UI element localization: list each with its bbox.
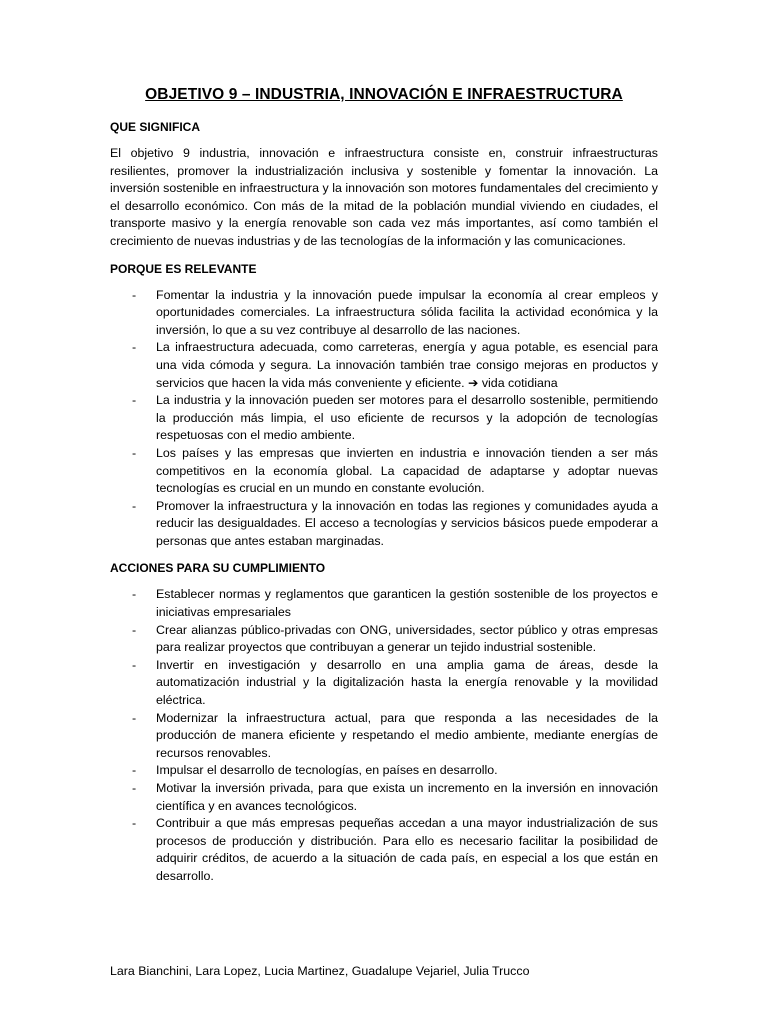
list-item (110, 586, 658, 621)
bullet-dash: - (132, 393, 137, 408)
list-item-text: Motivar la inversión privada, para que exista un incremento en la inversión en innovación científica y en avances tecnológicos. (156, 781, 658, 813)
bullet-dash: - (132, 657, 137, 672)
list-item-text: Los países y las empresas que invierten en industria e innovación tienden a ser más competitivos en la economía global. La capacidad de adaptarse y adoptar nuevas tecnologías es crucial en un mundo en constante evolución. (156, 445, 658, 496)
list-item-text: La infraestructura adecuada, como carreteras, energía y agua potable, es esencial para una vida cómoda y segura. La innovación también trae consigo mejoras en productos y servicios que hacen la vida más conveniente y eficiente. (156, 340, 658, 390)
list-item (110, 445, 658, 498)
bullet-dash: - (132, 816, 137, 831)
list-item-text: Crear alianzas público-privadas con ONG, universidades, sector público y otras empresas para realizar proyectos que contribuyan a generar un tejido industrial sostenible. (156, 622, 658, 655)
document-footer-authors: Lara Bianchini, Lara Lopez, Lucia Martinez, Guadalupe Vejariel, Julia Trucco (110, 964, 530, 978)
bullet-dash: - (132, 287, 137, 302)
list-item-text: Fomentar la industria y la innovación puede impulsar la economía al crear empleos y oportunidades comerciales. La infraestructura sólida facilita la actividad económica y la inversión, lo que a su vez contribuye al desarrollo de las naciones. (156, 287, 658, 337)
bullet-dash: - (132, 781, 137, 795)
section-heading-relevance: PORQUE ES RELEVANTE (110, 261, 257, 276)
list-item (110, 657, 658, 710)
bullet-dash: - (132, 498, 137, 513)
list-item (110, 710, 658, 763)
list-item-text: La industria y la innovación pueden ser motores para el desarrollo sostenible, permitiendo la producción más limpia, el uso eficiente de recursos y la adopción de tecnologías respetuosas con el medio ambiente. (156, 393, 658, 443)
list-item (110, 622, 658, 657)
list-item (110, 780, 658, 815)
bullet-dash: - (132, 622, 137, 637)
list-item-text: Contribuir a que más empresas pequeñas accedan a una mayor industrialización de sus procesos de producción y distribución. Para ello es necesario facilitar la posibilidad de adquirir créditos, de acuerdo a la situación de cada país, en especial a los que están en desarrollo. (156, 816, 658, 883)
list-item (110, 762, 658, 780)
section-heading-meaning: QUE SIGNIFICA (110, 120, 201, 134)
bullet-dash: - (132, 763, 137, 778)
actions-list (110, 586, 658, 885)
arrow-note: vida cotidiana (481, 375, 558, 390)
section-heading-actions: ACCIONES PARA SU CUMPLIMIENTO (110, 561, 326, 576)
bullet-dash: - (132, 445, 137, 460)
list-item (110, 815, 658, 885)
document-title: OBJETIVO 9 – INDUSTRIA, INNOVACIÓN E INFRAESTRUCTURA (145, 86, 623, 103)
list-item-text: Promover la infraestructura y la innovación en todas las regiones y comunidades ayuda a reducir las desigualdades. El acceso a tecnologías y servicios básicos puede empoderar a personas que antes estaban marginadas. (156, 498, 658, 548)
list-item-text: Invertir en investigación y desarrollo en una amplia gama de áreas, desde la automatización industrial y la digitalización hasta la energía renovable y la movilidad eléctrica. (156, 657, 658, 708)
list-item (110, 339, 658, 392)
arrow-right-icon: ➔ (468, 375, 479, 390)
bullet-dash: - (132, 710, 137, 725)
bullet-dash: - (132, 340, 137, 355)
list-item (110, 392, 658, 445)
list-item-text: Impulsar el desarrollo de tecnologías, en países en desarrollo. (156, 763, 498, 778)
list-item (110, 287, 658, 340)
list-item-text: Establecer normas y reglamentos que garanticen la gestión sostenible de los proyectos e iniciativas empresariales (156, 587, 658, 620)
meaning-paragraph: El objetivo 9 industria, innovación e infraestructura consiste en, construir infraestructuras resilientes, promover la industrialización inclusiva y sostenible y fomentar la innovación. La inversión sostenible en infraestructura y la innovación son motores fundamentales del crecimiento y el desarrollo económico. Con más de la mitad de la población mundial viviendo en ciudades, el transporte masivo y la energía renovable son cada vez más importantes, así como también el crecimiento de nuevas industrias y de las tecnologías de la información y las comunicaciones. (110, 146, 658, 248)
bullet-dash: - (132, 587, 137, 602)
relevance-list (110, 287, 658, 551)
list-item-text: Modernizar la infraestructura actual, para que responda a las necesidades de la producción de manera eficiente y respetando el medio ambiente, mediante energías de recursos renovables. (156, 710, 658, 760)
list-item (110, 498, 658, 551)
